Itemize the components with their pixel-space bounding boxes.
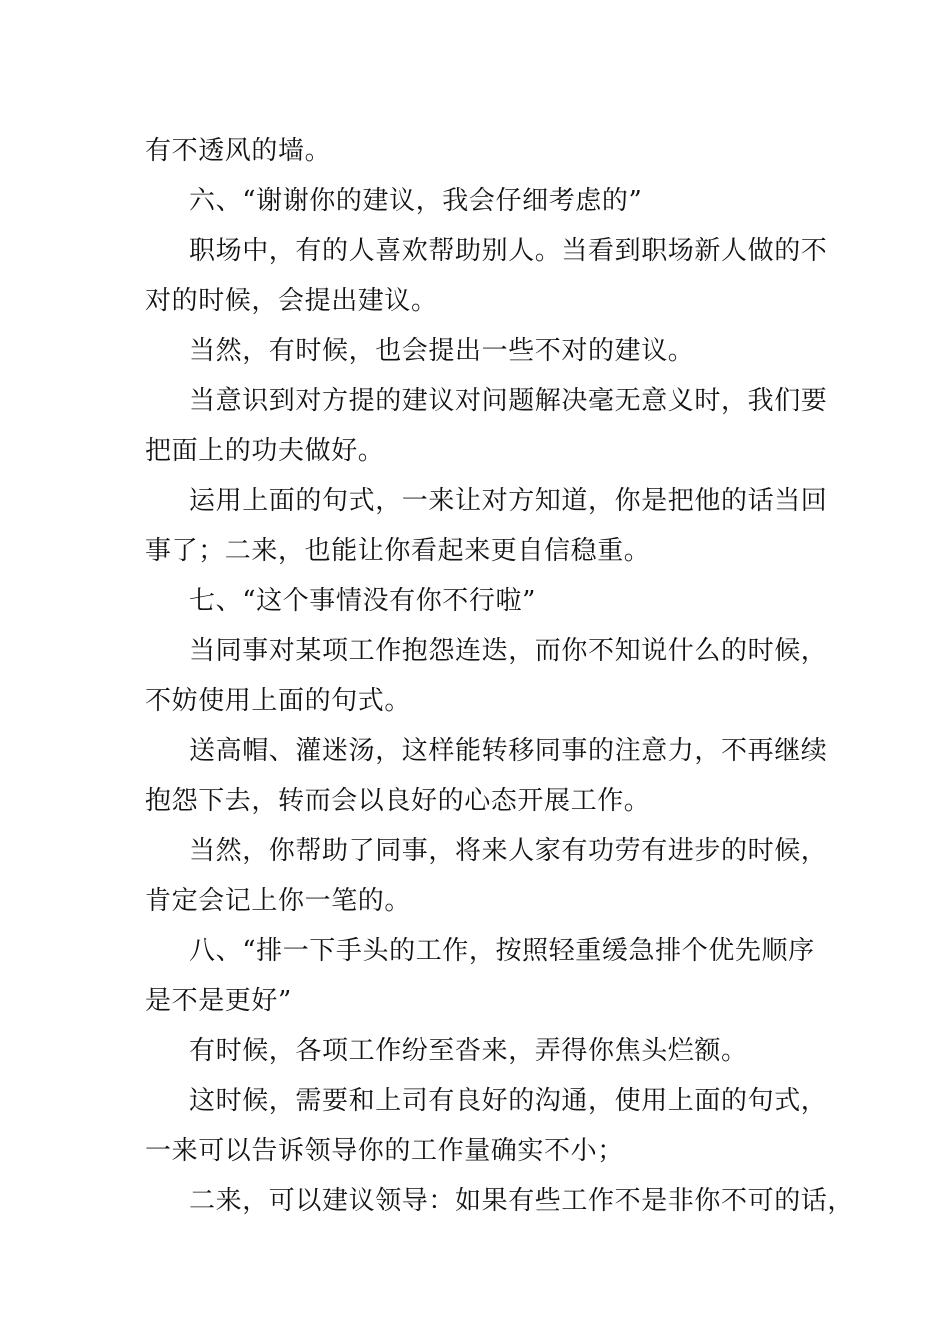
section-heading: 七、“这个事情没有你不行啦”: [189, 586, 536, 616]
section-heading-continued: 是不是更好”: [145, 986, 292, 1016]
text-line: 送高帽、灌迷汤，这样能转移同事的注意力，不再继续: [189, 736, 828, 766]
text-line: 有不透风的墙。: [145, 136, 332, 166]
text-line: 不妨使用上面的句式。: [145, 686, 412, 716]
text-line: 肯定会记上你一笔的。: [145, 886, 412, 916]
text-line: 二来，可以建议领导：如果有些工作不是非你不可的话，: [189, 1186, 855, 1216]
text-line: 对的时候，会提出建议。: [145, 286, 438, 316]
text-line: 职场中，有的人喜欢帮助别人。当看到职场新人做的不: [189, 236, 828, 266]
text-line: 当同事对某项工作抱怨连迭，而你不知说什么的时候，: [189, 636, 828, 666]
section-heading: 六、“谢谢你的建议，我会仔细考虑的”: [189, 186, 643, 216]
text-line: 抱怨下去，转而会以良好的心态开展工作。: [145, 786, 651, 816]
text-line: 一来可以告诉领导你的工作量确实不小；: [145, 1136, 624, 1166]
section-heading: 八、“排一下手头的工作，按照轻重缓急排个优先顺序: [189, 936, 815, 966]
document-body: [145, 126, 855, 1226]
text-line: 有时候，各项工作纷至沓来，弄得你焦头烂额。: [189, 1036, 748, 1066]
text-line: 当意识到对方提的建议对问题解决毫无意义时，我们要: [189, 386, 828, 416]
text-line: 把面上的功夫做好。: [145, 436, 385, 466]
text-line: 当然，有时候，也会提出一些不对的建议。: [189, 336, 695, 366]
text-line: 这时候，需要和上司有良好的沟通，使用上面的句式，: [189, 1086, 828, 1116]
text-line: 运用上面的句式，一来让对方知道，你是把他的话当回: [189, 486, 828, 516]
text-line: 事了；二来，也能让你看起来更自信稳重。: [145, 536, 651, 566]
text-line: 当然，你帮助了同事，将来人家有功劳有进步的时候，: [189, 836, 828, 866]
